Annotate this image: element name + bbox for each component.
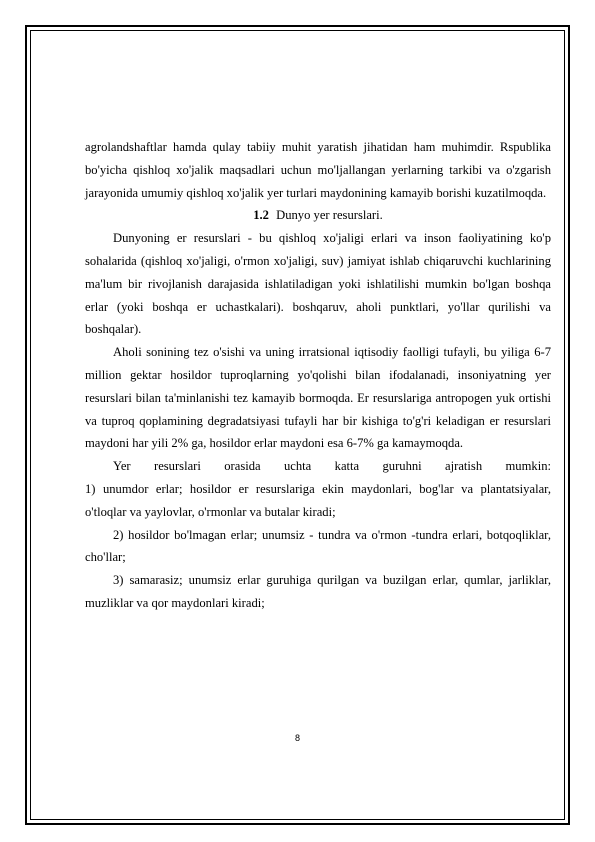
list-item-productive: 1) unumdor erlar; hosildor er resurslariga ekin maydonlari, bog'lar va plantatsiyalar, o'tloqlar va yaylovlar, o'rmonlar va butalar kiradi; xyxy=(85,481,551,519)
list-item-inefficient: 3) samarasiz; unumsiz erlar guruhiga qurilgan va buzilgan erlar, qumlar, jarliklar, muzliklar va qor maydonlari kiradi; xyxy=(85,573,551,610)
paragraph-population: Aholi sonining tez o'sishi va uning irratsional iqtisodiy faolligi tufayli, bu yiliga 6-7 million gektar hosildor tuproqlarning yo'qolishi bilan ifodalanadi, insoniyatning yer resurslari bilan ta'minlanishi tez kamayib bormoqda. Er resurslariga antropogen yuk ortishi va tuproq qoplamining degradatsiyasi tufayli har bir kishiga to'g'ri keladigan er resurslari maydoni har yili 2% ga, hosildor erlar maydoni esa 6-7% ga kamaymoqda. xyxy=(85,345,551,451)
paragraph-land-resources: Dunyoning er resurslari - bu qishloq xo'jaligi erlari va inson faoliyatining ko'p sohalarida (qishloq xo'jaligi, o'rmon xo'jaligi, suv) jamiyat ishlab chiqaruvchi kuchlarining ma'lum bir rivojlanish darajasida ishlatiladigan yoki ishlatilishi mumkin bo'lgan boshqa erlar (yoki boshqa er uchastkalari). boshqaruv, aholi punktlari, yo'llar qurilishi va boshqalar). xyxy=(85,231,551,337)
section-number: 1.2 xyxy=(253,208,269,223)
section-title: Dunyo yer resurslari. xyxy=(276,208,383,223)
section-heading xyxy=(85,204,551,227)
paragraph-groups-lead: Yer resurslari orasida uchta katta guruhni ajratish mumkin: xyxy=(113,459,551,474)
list-item-unproductive: 2) hosildor bo'lmagan erlar; unumsiz - tundra va o'rmon -tundra erlari, botqoqliklar, cho'llar; xyxy=(85,527,551,565)
paragraph-intro: agrolandshaftlar hamda qulay tabiiy muhit yaratish jihatidan ham muhimdir. Rspublika bo'yicha qishloq xo'jalik maqsadlari uchun mo'ljallangan yerlarning tarkibi va o'zgarish jarayonida umumiy qishloq xo'jalik yer turlari maydonining kamayib borishi kuzatilmoqda. xyxy=(85,140,551,200)
page-number: 8 xyxy=(294,733,300,743)
document-body xyxy=(85,136,551,615)
